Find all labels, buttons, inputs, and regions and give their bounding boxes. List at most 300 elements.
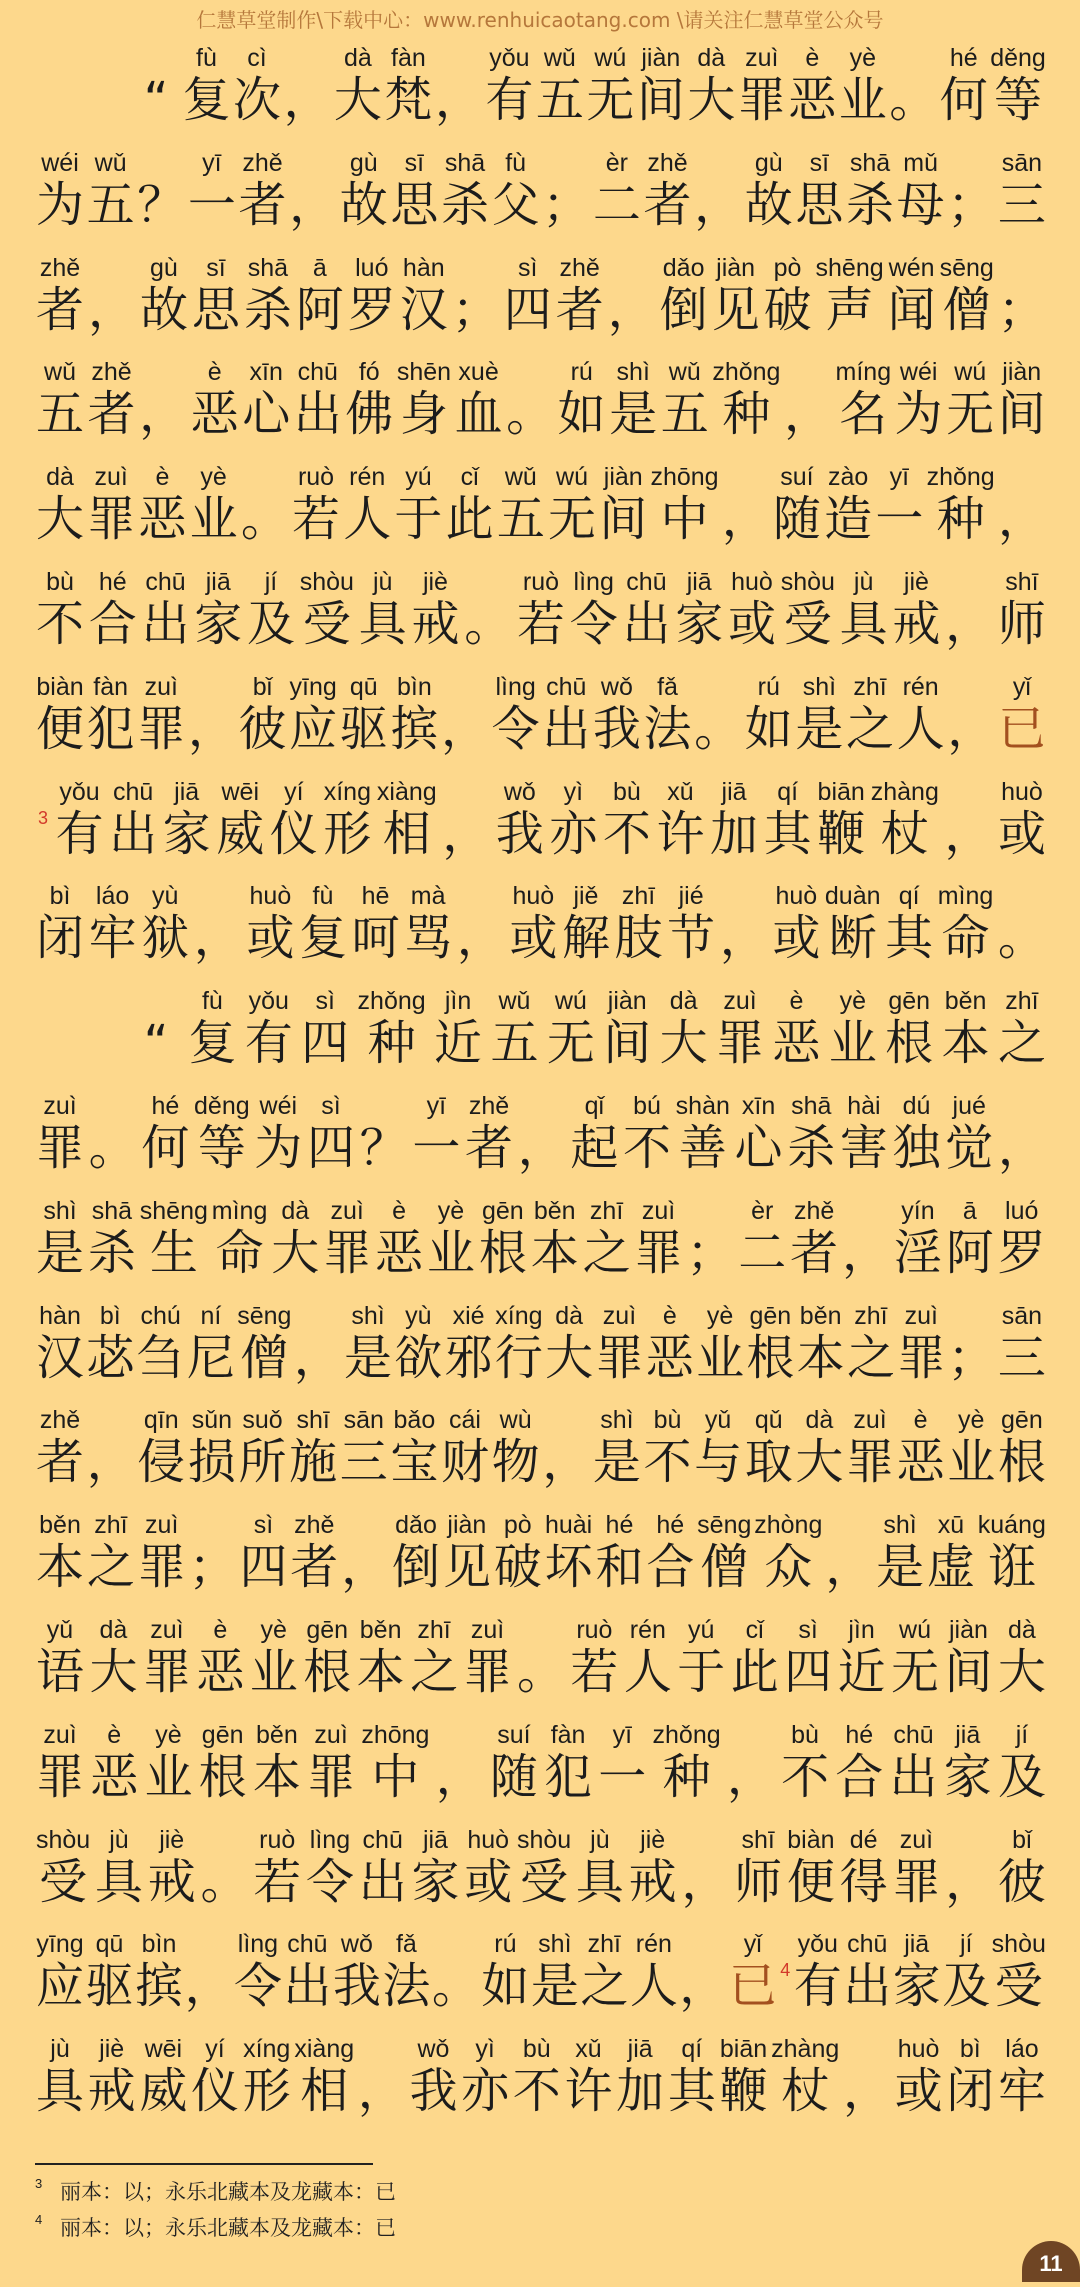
hanzi-char: 或 bbox=[772, 910, 821, 967]
ruby-unit bbox=[491, 1403, 540, 1491]
punctuation-mark: 。 bbox=[431, 1958, 480, 2015]
ruby-unit bbox=[896, 1403, 945, 1491]
pinyin-text: shì bbox=[538, 1930, 572, 1959]
hanzi-char: 我 bbox=[495, 805, 544, 862]
hanzi-char: 之 bbox=[580, 1958, 629, 2015]
pinyin-text: shā bbox=[444, 148, 486, 177]
pinyin-text: zhōng bbox=[650, 463, 719, 492]
hanzi-char: 或 bbox=[464, 1853, 513, 1910]
ruby-unit bbox=[237, 1299, 292, 1386]
hanzi-char: 随 bbox=[772, 491, 821, 548]
ruby-unit bbox=[238, 670, 287, 757]
pinyin-text: zhī bbox=[417, 1615, 451, 1644]
hanzi-char: 之 bbox=[846, 700, 895, 757]
pinyin-text: jí bbox=[1015, 1720, 1029, 1749]
ruby-unit bbox=[289, 670, 338, 757]
pinyin-text: yī bbox=[612, 1720, 633, 1749]
pinyin-text: rén bbox=[635, 1930, 672, 1959]
pinyin-text: yú bbox=[405, 463, 432, 492]
ruby-unit bbox=[763, 251, 812, 338]
pinyin-text: zuì bbox=[43, 1091, 77, 1120]
pinyin-text: zhǒng bbox=[712, 358, 781, 387]
hanzi-char: 出 bbox=[293, 386, 342, 443]
site-header-text: 仁慧草堂制作\下载中心：www.renhuicaotang.com \请关注仁慧草堂公众号 bbox=[196, 8, 884, 32]
hanzi-char: 家 bbox=[194, 595, 243, 652]
ruby-unit bbox=[772, 460, 821, 548]
ruby-unit bbox=[897, 1299, 946, 1386]
pinyin-text: wéi bbox=[259, 1091, 298, 1120]
hanzi-char: 语 bbox=[36, 1643, 85, 1700]
hanzi-char: 师 bbox=[734, 1853, 783, 1910]
ruby-unit bbox=[242, 355, 291, 443]
pinyin-text: jù bbox=[50, 2035, 70, 2064]
pinyin-text: è bbox=[392, 1196, 406, 1225]
ruby-unit bbox=[516, 1613, 565, 1700]
text-line bbox=[36, 1508, 1046, 1613]
pinyin-text: cái bbox=[449, 1406, 481, 1435]
pinyin-text: běn bbox=[533, 1196, 576, 1225]
ruby-unit bbox=[991, 1927, 1046, 2015]
hanzi-char: 亦 bbox=[549, 805, 598, 862]
hanzi-char: 生 bbox=[149, 1224, 198, 1281]
ruby-unit bbox=[734, 1089, 783, 1176]
pinyin-text: jiè bbox=[422, 567, 448, 596]
ruby-unit bbox=[728, 1927, 777, 2015]
pinyin-text: yǒu bbox=[489, 44, 530, 72]
pinyin-text: zuì bbox=[470, 1615, 505, 1644]
hanzi-char: 种 bbox=[662, 1748, 711, 1805]
hanzi-char: 五 bbox=[490, 1015, 539, 1072]
ruby-unit bbox=[659, 984, 708, 1072]
pinyin-text: hé bbox=[151, 1091, 180, 1120]
ruby-unit bbox=[947, 1299, 996, 1386]
pinyin-text: jù bbox=[853, 567, 874, 596]
ruby-unit bbox=[242, 2032, 291, 2120]
pinyin-text: wǔ bbox=[668, 358, 701, 387]
hanzi-char: 我 bbox=[409, 2063, 458, 2120]
punctuation-mark: ， bbox=[293, 1329, 342, 1386]
ruby-unit bbox=[36, 1299, 85, 1386]
ruby-unit bbox=[294, 2032, 355, 2120]
ruby-unit bbox=[795, 146, 844, 233]
hanzi-char: 出 bbox=[109, 805, 158, 862]
ruby-unit bbox=[843, 1927, 892, 2015]
ruby-unit bbox=[162, 775, 211, 862]
pinyin-text: yù bbox=[151, 882, 179, 911]
ruby-unit bbox=[875, 460, 924, 548]
hanzi-char: 便 bbox=[786, 1853, 835, 1910]
hanzi-char: 令 bbox=[491, 700, 540, 757]
hanzi-char: 业 bbox=[189, 491, 238, 548]
ruby-unit bbox=[694, 670, 743, 757]
ruby-unit bbox=[582, 1194, 631, 1281]
pinyin-text: sān bbox=[1001, 148, 1043, 177]
hanzi-char: 家 bbox=[943, 1748, 992, 1805]
punctuation-mark: ？ bbox=[137, 176, 186, 233]
ruby-unit bbox=[926, 1508, 975, 1596]
ruby-unit bbox=[444, 1299, 493, 1386]
pinyin-text: ā bbox=[962, 1196, 977, 1225]
pinyin-text: jìn bbox=[444, 987, 472, 1016]
pinyin-text: běn bbox=[256, 1720, 298, 1749]
ruby-unit bbox=[253, 1823, 302, 1910]
footnote-text: 丽本：以；永乐北藏本及龙藏本：已 bbox=[60, 2216, 396, 2240]
ruby-unit bbox=[609, 355, 658, 443]
ruby-unit bbox=[730, 1613, 779, 1700]
ruby-unit bbox=[139, 251, 188, 338]
pinyin-text: biàn bbox=[787, 1825, 835, 1854]
hanzi-char: 一 bbox=[412, 1119, 461, 1176]
footnote bbox=[35, 2177, 396, 2207]
hanzi-char: 戒 bbox=[87, 2063, 136, 2120]
hanzi-char: 罪 bbox=[846, 1434, 895, 1491]
pinyin-text: jù bbox=[109, 1825, 129, 1854]
ruby-unit bbox=[712, 355, 781, 443]
ruby-unit bbox=[441, 1403, 490, 1491]
hanzi-char: 我 bbox=[332, 1958, 381, 2015]
ruby-unit bbox=[303, 1613, 352, 1700]
punctuation-mark: ， bbox=[694, 176, 743, 233]
hanzi-char: 四 bbox=[301, 1015, 350, 1072]
footnote-ref-4: 4 bbox=[780, 1960, 791, 1981]
hanzi-char: 或 bbox=[894, 2063, 943, 2120]
hanzi-char: 无 bbox=[586, 72, 635, 128]
ruby-unit bbox=[55, 775, 104, 862]
hanzi-char: 者 bbox=[555, 281, 604, 338]
punctuation-mark: ， bbox=[997, 1119, 1046, 1176]
hanzi-char: 亦 bbox=[461, 2063, 510, 2120]
ruby-unit bbox=[139, 355, 188, 443]
hanzi-char: 等 bbox=[197, 1119, 246, 1176]
hanzi-char: 间 bbox=[603, 1015, 652, 1072]
pinyin-text: sì bbox=[518, 253, 538, 282]
pinyin-text: ruò bbox=[522, 567, 560, 596]
hanzi-char: 五 bbox=[496, 491, 545, 548]
pinyin-text: rú bbox=[570, 358, 593, 387]
ruby-unit bbox=[431, 1927, 480, 2015]
pinyin-text: gēn bbox=[201, 1720, 244, 1749]
ruby-unit bbox=[289, 1403, 338, 1491]
hanzi-char: 应 bbox=[36, 1958, 85, 2015]
ruby-unit bbox=[464, 1823, 513, 1910]
hanzi-char: 仪 bbox=[269, 805, 318, 862]
pinyin-text: èr bbox=[751, 1196, 774, 1225]
punctuation-mark: ， bbox=[184, 1958, 233, 2015]
pinyin-text: jí bbox=[959, 1930, 973, 1959]
pinyin-text: biān bbox=[817, 777, 865, 806]
pinyin-text: zuì bbox=[899, 1825, 934, 1854]
pinyin-text: wǒ bbox=[340, 1930, 373, 1959]
pinyin-text: wéi bbox=[899, 358, 938, 387]
scripture-text-block bbox=[36, 41, 1046, 2137]
hanzi-char: 不 bbox=[781, 1748, 830, 1805]
ruby-unit bbox=[623, 1613, 672, 1700]
pinyin-text: fù bbox=[201, 987, 223, 1016]
hanzi-char: 牢 bbox=[88, 910, 137, 967]
ruby-unit bbox=[667, 2032, 716, 2120]
ruby-unit bbox=[361, 1718, 430, 1805]
hanzi-char: 复 bbox=[188, 1015, 237, 1072]
hanzi-char: 复 bbox=[182, 72, 231, 128]
hanzi-char: 罗 bbox=[347, 281, 396, 338]
hanzi-char: 宝 bbox=[390, 1434, 439, 1491]
hanzi-char: 者 bbox=[464, 1119, 513, 1176]
hanzi-char: 业 bbox=[696, 1329, 745, 1386]
punctuation-mark: ， bbox=[825, 1539, 874, 1596]
pinyin-text: bù bbox=[46, 567, 74, 596]
ruby-unit bbox=[190, 355, 239, 443]
pinyin-text: sēng bbox=[237, 1301, 292, 1330]
ruby-unit bbox=[88, 565, 137, 652]
ruby-unit bbox=[94, 1823, 143, 1910]
hanzi-char: 杖 bbox=[880, 805, 929, 862]
pinyin-text: dǎo bbox=[395, 1511, 437, 1540]
hanzi-char: 罗 bbox=[997, 1224, 1046, 1281]
pinyin-text: zhī bbox=[1005, 987, 1039, 1016]
ruby-unit bbox=[343, 460, 392, 548]
ruby-unit bbox=[239, 1508, 288, 1596]
hanzi-char: 驱 bbox=[85, 1958, 134, 2015]
ruby-unit bbox=[357, 984, 426, 1072]
hanzi-char: 之 bbox=[846, 1329, 895, 1386]
ruby-unit bbox=[719, 879, 768, 967]
pinyin-text: zuì bbox=[314, 1720, 348, 1749]
pinyin-text: shì bbox=[43, 1196, 77, 1225]
pinyin-text: sī bbox=[206, 253, 226, 282]
ruby-unit bbox=[138, 460, 187, 548]
text-line bbox=[36, 1194, 1046, 1299]
hanzi-char: 无 bbox=[546, 1015, 595, 1072]
ruby-unit bbox=[941, 984, 990, 1072]
ruby-unit bbox=[434, 984, 483, 1072]
hanzi-char: 觉 bbox=[945, 1119, 994, 1176]
hanzi-char: 有 bbox=[55, 805, 104, 862]
pinyin-text: zhī bbox=[587, 1930, 622, 1959]
hanzi-char: 出 bbox=[622, 595, 671, 652]
ruby-unit bbox=[293, 1299, 342, 1386]
hanzi-char: 罪 bbox=[463, 1643, 512, 1700]
pinyin-text: xíng bbox=[243, 2035, 291, 2064]
hanzi-char: 僧 bbox=[240, 1329, 289, 1386]
hanzi-char: 闻 bbox=[887, 281, 936, 338]
punctuation-mark: ， bbox=[289, 176, 338, 233]
pinyin-text: gēn bbox=[1001, 1406, 1043, 1435]
ruby-unit bbox=[493, 1508, 542, 1596]
pinyin-text: gēn bbox=[481, 1196, 524, 1225]
hanzi-char: 取 bbox=[744, 1434, 793, 1491]
pinyin-text: yīng bbox=[36, 1930, 84, 1959]
pinyin-text: yè bbox=[260, 1615, 287, 1644]
hanzi-char: 人 bbox=[343, 491, 392, 548]
ruby-unit bbox=[628, 1823, 677, 1910]
hanzi-char: 大 bbox=[271, 1224, 320, 1281]
hanzi-char: 佛 bbox=[345, 386, 394, 443]
pinyin-text: qū bbox=[349, 672, 378, 701]
pinyin-text: rén bbox=[349, 463, 386, 492]
pinyin-text: wú bbox=[556, 463, 589, 492]
hanzi-char: 戒 bbox=[892, 595, 941, 652]
hanzi-char: 血 bbox=[454, 386, 503, 443]
hanzi-char: 节 bbox=[667, 910, 716, 967]
pinyin-text: jiā bbox=[205, 567, 231, 596]
pinyin-text: è bbox=[213, 1615, 228, 1644]
ruby-unit bbox=[586, 41, 635, 128]
ruby-unit bbox=[136, 1299, 185, 1386]
ruby-unit bbox=[997, 984, 1046, 1072]
hanzi-char: 罪 bbox=[897, 1329, 946, 1386]
emended-char: 已 bbox=[997, 700, 1046, 757]
hanzi-char: 四 bbox=[503, 281, 552, 338]
pinyin-text: shā bbox=[247, 253, 289, 282]
ruby-unit bbox=[555, 251, 604, 338]
pinyin-text: chū bbox=[893, 1720, 934, 1749]
hanzi-char: 心 bbox=[242, 386, 291, 443]
ruby-unit bbox=[86, 1508, 135, 1596]
pinyin-text: xiàng bbox=[294, 2035, 355, 2064]
hanzi-char: 之 bbox=[410, 1643, 459, 1700]
pinyin-text: wú bbox=[554, 987, 587, 1016]
hanzi-char: 身 bbox=[399, 386, 448, 443]
punctuation-mark: ， bbox=[719, 910, 768, 967]
ruby-unit bbox=[598, 1718, 647, 1805]
hanzi-char: 大 bbox=[659, 1015, 708, 1072]
hanzi-char: 恶 bbox=[788, 72, 837, 128]
ruby-unit bbox=[746, 1299, 795, 1386]
hanzi-char: 为 bbox=[36, 176, 85, 233]
ruby-unit bbox=[86, 1299, 135, 1386]
pinyin-text: yè bbox=[155, 1720, 182, 1749]
ruby-unit bbox=[997, 2032, 1046, 2120]
hanzi-char: 戒 bbox=[411, 595, 460, 652]
hanzi-char: 如 bbox=[744, 700, 793, 757]
hanzi-char: 见 bbox=[442, 1539, 491, 1596]
hanzi-char: 阿 bbox=[945, 1224, 994, 1281]
pinyin-text: wú bbox=[954, 358, 987, 387]
ruby-unit bbox=[997, 251, 1046, 338]
hanzi-char: 呵 bbox=[351, 910, 400, 967]
hanzi-char: 杀 bbox=[441, 176, 490, 233]
hanzi-char: 何 bbox=[141, 1119, 190, 1176]
punctuation-mark: 。 bbox=[694, 700, 743, 757]
pinyin-text: è bbox=[207, 358, 222, 387]
ruby-unit bbox=[838, 41, 887, 128]
ruby-unit bbox=[535, 41, 584, 128]
ruby-unit bbox=[793, 1927, 842, 2015]
hanzi-char: 形 bbox=[242, 2063, 291, 2120]
hanzi-char: 许 bbox=[656, 805, 705, 862]
ruby-unit bbox=[997, 1403, 1046, 1491]
page-number-badge: 11 bbox=[1022, 2241, 1080, 2282]
ruby-unit bbox=[36, 1089, 85, 1176]
pinyin-text: qǔ bbox=[754, 1406, 783, 1435]
pinyin-text: qǐ bbox=[584, 1091, 605, 1120]
hanzi-char: 大 bbox=[687, 72, 736, 128]
ruby-unit bbox=[997, 460, 1046, 548]
hanzi-char: 具 bbox=[36, 2063, 85, 2120]
hanzi-char: 母 bbox=[896, 176, 945, 233]
ruby-unit bbox=[754, 1508, 823, 1596]
hanzi-char: 本 bbox=[530, 1224, 579, 1281]
pinyin-text: shì bbox=[616, 358, 650, 387]
text-line bbox=[36, 879, 1046, 984]
ruby-unit bbox=[36, 1927, 85, 2015]
hanzi-char: 一 bbox=[187, 176, 236, 233]
ruby-unit bbox=[697, 1508, 752, 1596]
hanzi-char: 令 bbox=[569, 595, 618, 652]
ruby-unit bbox=[887, 251, 936, 338]
ruby-unit bbox=[891, 1613, 940, 1700]
hanzi-char: 出 bbox=[542, 700, 591, 757]
ruby-unit bbox=[435, 1718, 484, 1805]
ruby-unit bbox=[656, 775, 705, 862]
pinyin-text: chū bbox=[362, 1825, 403, 1854]
hanzi-char: 师 bbox=[997, 595, 1046, 652]
ruby-unit bbox=[36, 2032, 85, 2120]
hanzi-char: 思 bbox=[390, 176, 439, 233]
ruby-unit bbox=[687, 41, 736, 128]
pinyin-text: yǒu bbox=[248, 987, 289, 1016]
hanzi-char: 罪 bbox=[137, 1539, 186, 1596]
punctuation-mark: ， bbox=[842, 1224, 891, 1281]
hanzi-char: 心 bbox=[734, 1119, 783, 1176]
pinyin-text: xíng bbox=[495, 1301, 543, 1330]
hanzi-char: 本 bbox=[356, 1643, 405, 1700]
ruby-unit bbox=[711, 251, 760, 338]
ruby-unit bbox=[944, 1613, 993, 1700]
hanzi-char: 刍 bbox=[136, 1329, 185, 1386]
pinyin-text: děng bbox=[194, 1091, 250, 1120]
ruby-unit bbox=[817, 775, 866, 862]
hanzi-char: 此 bbox=[445, 491, 494, 548]
ruby-unit bbox=[787, 1089, 836, 1176]
pinyin-text: zhě bbox=[294, 1511, 335, 1540]
ruby-unit bbox=[347, 251, 396, 338]
ruby-unit bbox=[216, 775, 265, 862]
hanzi-char: 得 bbox=[839, 1853, 888, 1910]
hanzi-char: 施 bbox=[289, 1434, 338, 1491]
hanzi-char: 摈 bbox=[134, 1958, 183, 2015]
pinyin-text: fó bbox=[358, 358, 380, 387]
ruby-unit bbox=[828, 984, 877, 1072]
pinyin-text: ní bbox=[200, 1301, 222, 1330]
ruby-unit bbox=[512, 2032, 561, 2120]
footnote-divider bbox=[35, 2163, 373, 2165]
punctuation-mark: ， bbox=[681, 1853, 730, 1910]
ruby-unit bbox=[87, 355, 136, 443]
text-line bbox=[36, 670, 1046, 775]
ruby-unit bbox=[846, 670, 895, 757]
hanzi-char: 大 bbox=[997, 1643, 1046, 1700]
hanzi-char: 复 bbox=[298, 910, 347, 967]
hanzi-char: 形 bbox=[323, 805, 372, 862]
pinyin-text: è bbox=[805, 44, 820, 72]
pinyin-text: wú bbox=[899, 1615, 931, 1644]
hanzi-char: 受 bbox=[520, 1853, 569, 1910]
pinyin-text: zhàng bbox=[870, 777, 939, 806]
pinyin-text: hē bbox=[361, 882, 390, 911]
hanzi-char: 行 bbox=[494, 1329, 543, 1386]
pinyin-text: bǐ bbox=[1012, 1825, 1032, 1854]
ruby-unit bbox=[892, 1927, 941, 2015]
hanzi-char: 五 bbox=[535, 72, 584, 128]
hanzi-char: 思 bbox=[191, 281, 240, 338]
pinyin-text: mà bbox=[410, 882, 446, 911]
ruby-unit bbox=[997, 1718, 1046, 1805]
pinyin-text: zuì bbox=[641, 1196, 676, 1225]
ruby-unit bbox=[36, 565, 85, 652]
pinyin-text: jiè bbox=[640, 1825, 666, 1854]
ruby-unit bbox=[90, 1718, 139, 1805]
